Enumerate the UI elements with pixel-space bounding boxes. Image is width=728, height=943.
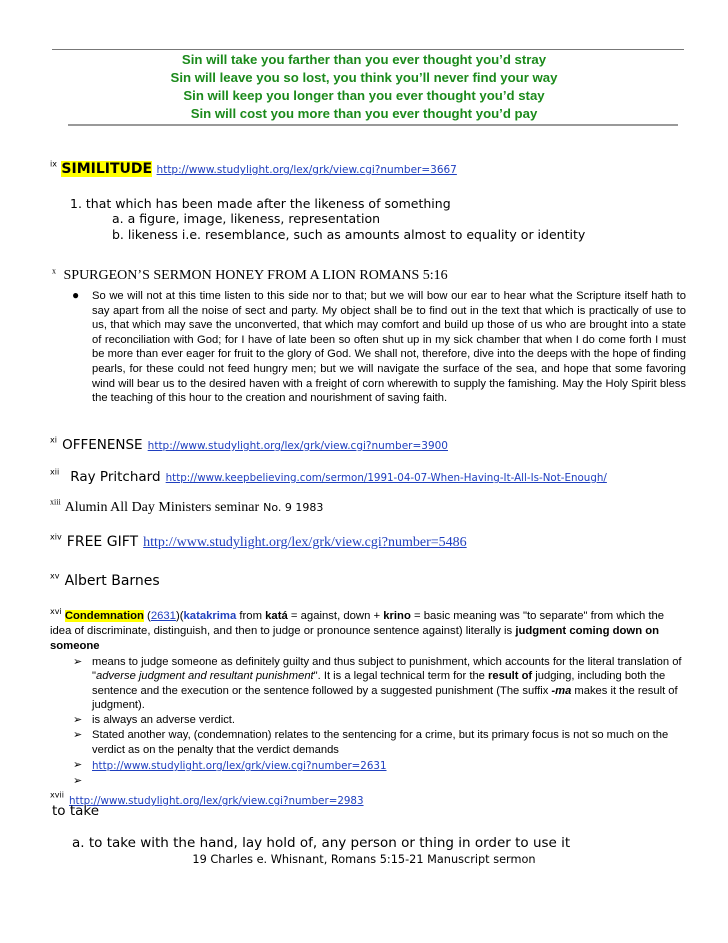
term-condemnation: Condemnation — [64, 610, 144, 622]
endnote-marker: xvi — [50, 607, 62, 617]
bullet-text: judging, including both the sentence and the execution or the sentence followed by a suggested punishment (The suffix — [92, 670, 666, 697]
take-link[interactable]: http://www.studylight.org/lex/grk/view.cgi?number=2983 — [69, 795, 364, 807]
endnote-xii — [50, 466, 607, 485]
condemnation-link[interactable]: http://www.studylight.org/lex/grk/view.cgi?number=2631 — [92, 760, 387, 772]
ray-pritchard: Ray Pritchard — [70, 469, 161, 485]
spurgeon-quote: So we will not at this time listen to this side nor to that; but we will bow our ear to hear what the Scripture itself hath to say apart from all the noise of sect and party. My object shall be to find out in the text that which is practically of use to us, that which may save the unconverted, that which may comfort and build up those of us who are brought into a state of reconciliation with God; for I have of late been so often shut up in my sick chamber that when I do come forth I must be more than ever eager for fruit to the glory of God. We shall not, therefore, dive into the deeps with the hope of finding pearls, for these could not feed hungry men; but we will navigate the surface of the sea, and hope that some favoring wind will bear us to the desired haven with a freight of corn wherewith to supply the famishing. May the Holy Spirit bless the teaching of this hour to the creation and nourishment of saving faith. — [92, 290, 686, 405]
take-item-a: a. to take with the hand, lay hold of, any person or thing in order to use it — [72, 835, 571, 851]
page-footer: 19 Charles e. Whisnant, Romans 5:15-21 Manuscript sermon — [192, 853, 536, 866]
endnote-marker: xiv — [50, 532, 62, 542]
endnote-ix — [50, 160, 457, 178]
endnote-marker: xii — [50, 467, 60, 477]
strongs-2631-link[interactable]: 2631 — [150, 610, 176, 622]
alumin-seminar: Alumin All Day Ministers seminar — [64, 500, 260, 515]
endnote-marker: x — [52, 266, 56, 276]
endnote-x — [52, 268, 448, 284]
similitude-link[interactable]: http://www.studylight.org/lex/grk/view.cgi?number=3667 — [156, 164, 457, 176]
offenense-link[interactable]: http://www.studylight.org/lex/grk/view.cgi?number=3900 — [147, 440, 448, 452]
seminar-number: No. 9 1983 — [263, 501, 324, 514]
albert-barnes: Albert Barnes — [64, 573, 160, 589]
list-item-1b: b. likeness i.e. resemblance, such as amounts almost to equality or identity — [112, 227, 586, 242]
list-item-1: 1. that which has been made after the likeness of something — [70, 196, 451, 211]
spurgeon-heading: SPURGEON’S SERMON HONEY FROM A LION ROMANS 5:16 — [63, 268, 448, 283]
word-kata: katá — [265, 610, 288, 622]
poem-block — [0, 51, 728, 123]
condemnation-bullet-2: is always an adverse verdict. — [92, 714, 236, 726]
pritchard-link[interactable]: http://www.keepbelieving.com/sermon/1991-04-07-When-Having-It-All-Is-Not-Enough/ — [165, 472, 607, 484]
poem-line: Sin will take you farther than you ever thought you’d stray — [181, 52, 547, 67]
arrow-bullet-icon: ➢ — [73, 759, 83, 771]
free-gift-link[interactable]: http://www.studylight.org/lex/grk/view.cgi?number=5486 — [143, 535, 467, 550]
endnote-xv — [50, 570, 160, 589]
top-rule — [52, 49, 684, 50]
condemnation-bullet-1 — [92, 655, 688, 713]
endnote-xvi: $^{xvi}$ Condemnation (2631)(katakrima from katá = against, down + krino = basic meaning was "to separate" from which the idea of discriminate, distinguish, and then to judge or pronounce sentence against) literally is judgment coming down on someone — [50, 607, 665, 652]
definition-text: = against, down + — [287, 610, 384, 622]
bullet-italic: adverse judgment and resultant punishment — [95, 670, 314, 683]
word-katakrima: katakrima — [183, 610, 237, 622]
list-item-1a: a. a figure, image, likeness, representation — [112, 211, 381, 226]
word-krino: krino — [383, 610, 411, 622]
term-offenense: OFFENENSE — [62, 437, 143, 453]
endnote-xiii — [50, 498, 323, 516]
condemnation-bullet-3: Stated another way, (condemnation) relates to the sentencing for a crime, but its primary focus is not so much on the verdict as on the penalty that the verdict demands — [92, 729, 669, 756]
term-to-take: to take — [52, 803, 100, 819]
bullet-dot: ● — [72, 288, 80, 302]
bullet-bold: result of — [488, 670, 533, 683]
endnote-marker: ix — [50, 159, 57, 169]
poem-line: Sin will leave you so lost, you think you’ll never find your way — [170, 70, 558, 85]
literal-meaning: judgment coming down on someone — [50, 625, 660, 652]
definition-text: = basic meaning was "to separate" from which the idea of discriminate, distinguish, and then to judge or pronounce sentence against) literally is — [50, 610, 665, 637]
term-free-gift: FREE GIFT — [66, 534, 139, 550]
term-similitude: SIMILITUDE — [61, 161, 153, 177]
bullet-text: means to judge someone as definitely guilty and thus subject to punishment, which accounts for the literal translation of " — [92, 656, 682, 683]
endnote-marker: xv — [50, 571, 60, 581]
arrow-bullet-icon: ➢ — [73, 656, 83, 668]
poem-line: Sin will cost you more than you ever thought you’d pay — [190, 106, 538, 121]
poem-rule — [68, 124, 678, 126]
endnote-xiv — [50, 531, 467, 551]
arrow-bullet-icon: ➢ — [73, 729, 83, 741]
bullet-text: makes it the result of judgment). — [92, 684, 678, 712]
endnote-marker: xi — [50, 435, 57, 445]
endnote-marker: xiii — [50, 497, 61, 507]
arrow-bullet-icon: ➢ — [73, 775, 83, 787]
suffix-ma: -ma — [551, 684, 572, 697]
arrow-bullet-icon: ➢ — [73, 714, 83, 726]
endnote-xi — [50, 434, 448, 453]
endnote-marker: xvii — [50, 790, 64, 800]
poem-line: Sin will keep you longer than you ever thought you’d stay — [183, 88, 545, 103]
bullet-text: ". It is a legal technical term for the — [313, 670, 489, 683]
